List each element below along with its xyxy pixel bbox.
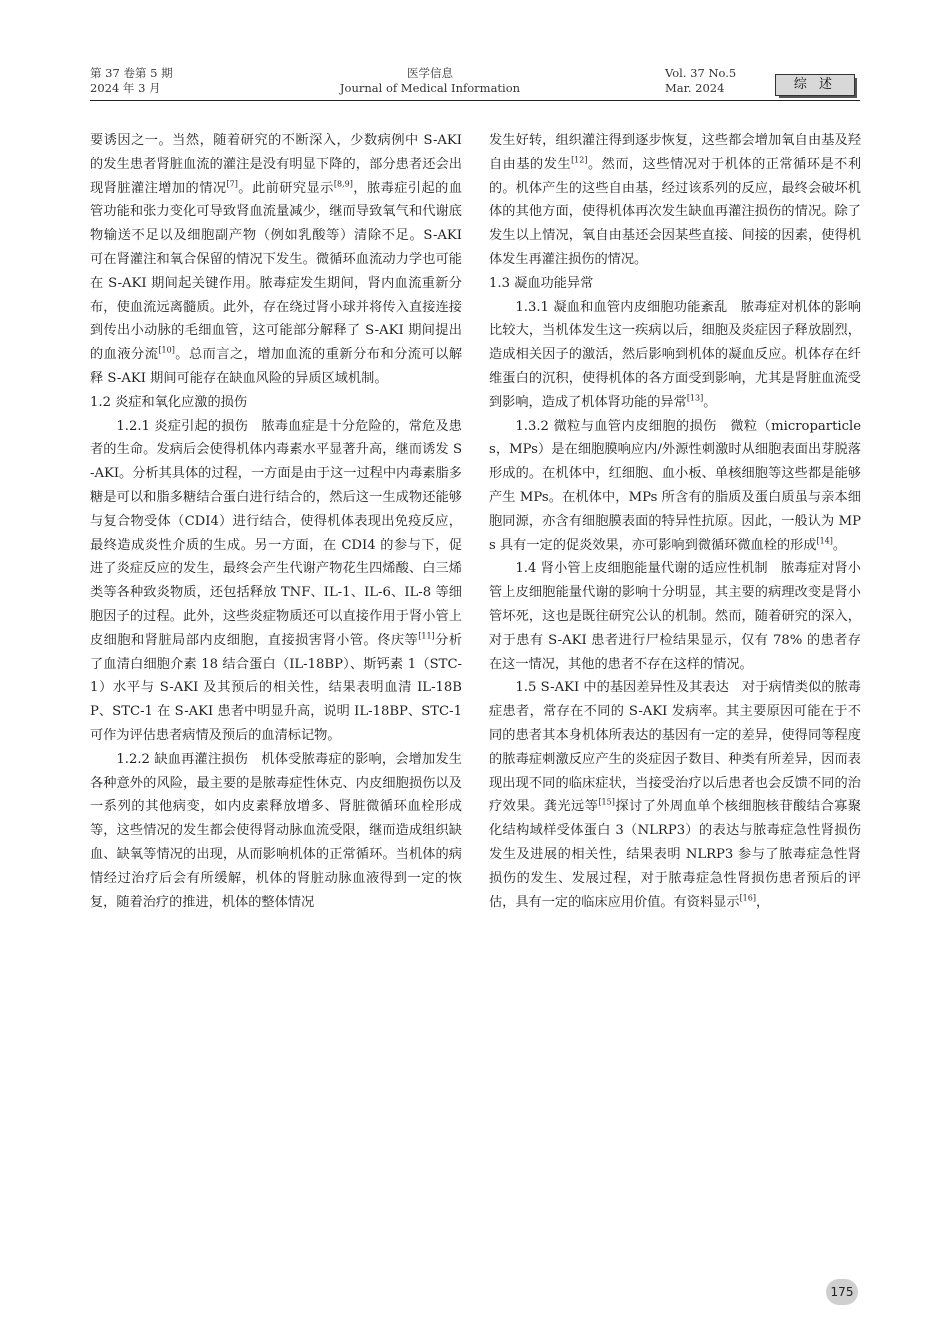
- issue-volume-en: Vol. 37 No.5: [665, 66, 737, 80]
- citation: [14]: [816, 536, 833, 546]
- journal-issue-info: [90, 66, 173, 96]
- paragraph: 1.4 肾小管上皮细胞能量代谢的适应性机制 脓毒症对肾小管上皮细胞能量代谢的影响十分明显，其主要的病理改变是肾小管坏死，这也是既往研究公认的机制。然而，随着研究的深入，对于患有 S-AKI 患者进行尸检结果显示，仅有 78% 的患者存在这一情况，其他的患者不存在这样的情况。: [489, 561, 861, 672]
- left-column: [90, 129, 462, 914]
- section-tag-label: 综 述: [775, 74, 855, 96]
- citation: [11]: [418, 631, 435, 641]
- citation: [8,9]: [333, 179, 353, 189]
- header-rule: [90, 100, 860, 101]
- paragraph: 1.2.1 炎症引起的损伤 脓毒血症是十分危险的，常危及患者的生命。发病后会使得机体内毒素水平显著升高，继而诱发 S-AKI。分析其具体的过程，一方面是由于这一过程中内毒素脂多糖是可以和脂多糖结合蛋白进行结合的，然后这一生成物还能够与复合物受体（CDI4）进行结合，使得机体表现出免疫反应，最终造成炎性介质的生成。另一方面，在 CDI4 的参与下，促进了炎症反应的发生，最终会产生代谢产物花生四烯酸、白三烯类等各种致炎物质，还包括释放 TNF、IL-1、IL-6、IL-8 等细胞因子的过程。此外，这些炎症物质还可以直接作用于肾小管上皮细胞和肾脏局部内皮细胞，直接损害肾小管。佟庆等[11]分析了血清白细胞介素 18 结合蛋白（IL-18BP）、斯钙素 1（STC-1）水平与 S-AKI 及其预后的相关性，结果表明血清 IL-18BP、STC-1 在 S-AKI 患者中明显升高，说明 IL-18BP、STC-1 可作为评估患者病情及预后的血清标记物。: [90, 418, 463, 743]
- citation: [10]: [158, 345, 175, 355]
- issue-date-en: Mar. 2024: [665, 81, 725, 95]
- citation: [15]: [598, 797, 615, 807]
- section-heading-1-2: 1.2 炎症和氧化应激的损伤: [90, 394, 248, 410]
- paragraph: 发生好转，组织灌注得到逐步恢复，这些都会增加氧自由基及羟自由基的发生[12]。然而，这些情况对于机体的正常循环是不利的。机体产生的这些自由基，经过该系列的反应，最终会破坏机体的其他方面，使得机体再次发生缺血再灌注损伤的情况。除了发生以上情况，氧自由基还会因某些直接、间接的因素，使得机体发生再灌注损伤的情况。: [489, 133, 862, 267]
- subsection-heading: 1.2.1 炎症引起的损伤: [116, 418, 249, 434]
- paragraph: 1.2.2 缺血再灌注损伤 机体受脓毒症的影响，会增加发生各种意外的风险，最主要的是脓毒症性休克、内皮细胞损伤以及一系列的其他病变，如内皮素释放增多、肾脏微循环血栓形成等，这些情况的发生都会使得肾动脉血流受限，继而造成组织缺血、缺氧等情况的出现，从而影响机体的正常循环。当机体的病情经过治疗后会有所缓解，机体的肾脏动脉血液得到一定的恢复，随着治疗的推进，机体的整体情况: [90, 751, 462, 910]
- paragraph: 要诱因之一。当然，随着研究的不断深入，少数病例中 S-AKI 的发生患者肾脏血流的灌注是没有明显下降的，部分患者还会出现肾脏灌注增加的情况[7]。此前研究显示[8,9]，脓毒症引起的血管功能和张力变化可导致肾血流量减少，继而导致氧气和代谢底物输送不足以及细胞副产物（例如乳酸等）清除不足。S-AKI 可在肾灌注和氧合保留的情况下发生。微循环血流动力学也可能在 S-AKI 期间起关键作用。脓毒症发生期间，肾内血流重新分布，使血流远离髓质。此外，存在绕过肾小球并将传入直接连接到传出小动脉的毛细血管，这可能部分解释了 S-AKI 期间提出的血液分流[10]。总而言之，增加血流的重新分布和分流可以解释 S-AKI 期间可能存在缺血风险的异质区域机制。: [90, 133, 463, 386]
- citation: [16]: [739, 893, 756, 903]
- page-number: 175: [826, 1279, 858, 1305]
- citation: [7]: [226, 179, 238, 189]
- journal-title-block: [330, 66, 530, 96]
- citation: [12]: [571, 155, 588, 165]
- journal-title-cn: 医学信息: [407, 66, 453, 80]
- citation: [13]: [686, 393, 704, 403]
- journal-title-en: Journal of Medical Information: [339, 81, 521, 95]
- paragraph: 1.3.2 微粒与血管内皮细胞的损伤 微粒（microparticles，MPs）是在细胞膜响应内/外源性刺激时从细胞表面出芽脱落形成的。在机体中，红细胞、血小板、单核细胞等这些都是能够产生 MPs。在机体中，MPs 所含有的脂质及蛋白质虽与亲本细胞同源，亦含有细胞膜表面的特异性抗原。因此，一般认为 MPs 具有一定的促炎效果，亦可影响到微循环微血栓的形成[14]。: [489, 418, 861, 553]
- subsection-heading: 1.5 S-AKI 中的基因差异性及其表达: [515, 680, 729, 696]
- issue-date: 2024 年 3 月: [90, 81, 161, 95]
- subsection-heading: 1.3.2 微粒与血管内皮细胞的损伤: [515, 418, 717, 434]
- right-column: [489, 129, 861, 914]
- subsection-heading: 1.2.2 缺血再灌注损伤: [116, 751, 249, 767]
- paragraph: 1.3.1 凝血和血管内皮细胞功能紊乱 脓毒症对机体的影响比较大，当机体发生这一疾病以后，细胞及炎症因子释放剧烈，造成相关因子的激活，然后影响到机体的凝血反应。机体存在纤维蛋白的沉积，使得机体的各方面受到影响，尤其是肾脏血流受到影响，造成了机体肾功能的异常[13]。: [489, 299, 861, 410]
- subsection-heading: 1.3.1 凝血和血管内皮细胞功能紊乱: [515, 299, 728, 315]
- section-heading-1-3: 1.3 凝血功能异常: [489, 275, 594, 291]
- section-tag: [775, 74, 857, 98]
- issue-volume: 第 37 卷第 5 期: [90, 66, 173, 80]
- subsection-heading: 1.4 肾小管上皮细胞能量代谢的适应性机制: [515, 561, 768, 577]
- journal-issue-info-en: [665, 66, 736, 96]
- paragraph: 1.5 S-AKI 中的基因差异性及其表达 对于病情类似的脓毒症患者，常存在不同的 S-AKI 发病率。其主要原因可能在于不同的患者其本身机体所表达的基因有一定的差异，使得同等程度的脓毒症刺激反应产生的炎症因子数目、种类有所差异，因而表现出现不同的临床症状，当接受治疗以后患者也会反馈不同的治疗效果。龚光远等[15]探讨了外周血单个核细胞核苷酸结合寡聚化结构域样受体蛋白 3（NLRP3）的表达与脓毒症急性肾损伤发生及进展的相关性，结果表明 NLRP3 参与了脓毒症急性肾损伤的发生、发展过程，对于脓毒症急性肾损伤患者预后的评估，具有一定的临床应用价值。有资料显示[16]，: [489, 680, 862, 910]
